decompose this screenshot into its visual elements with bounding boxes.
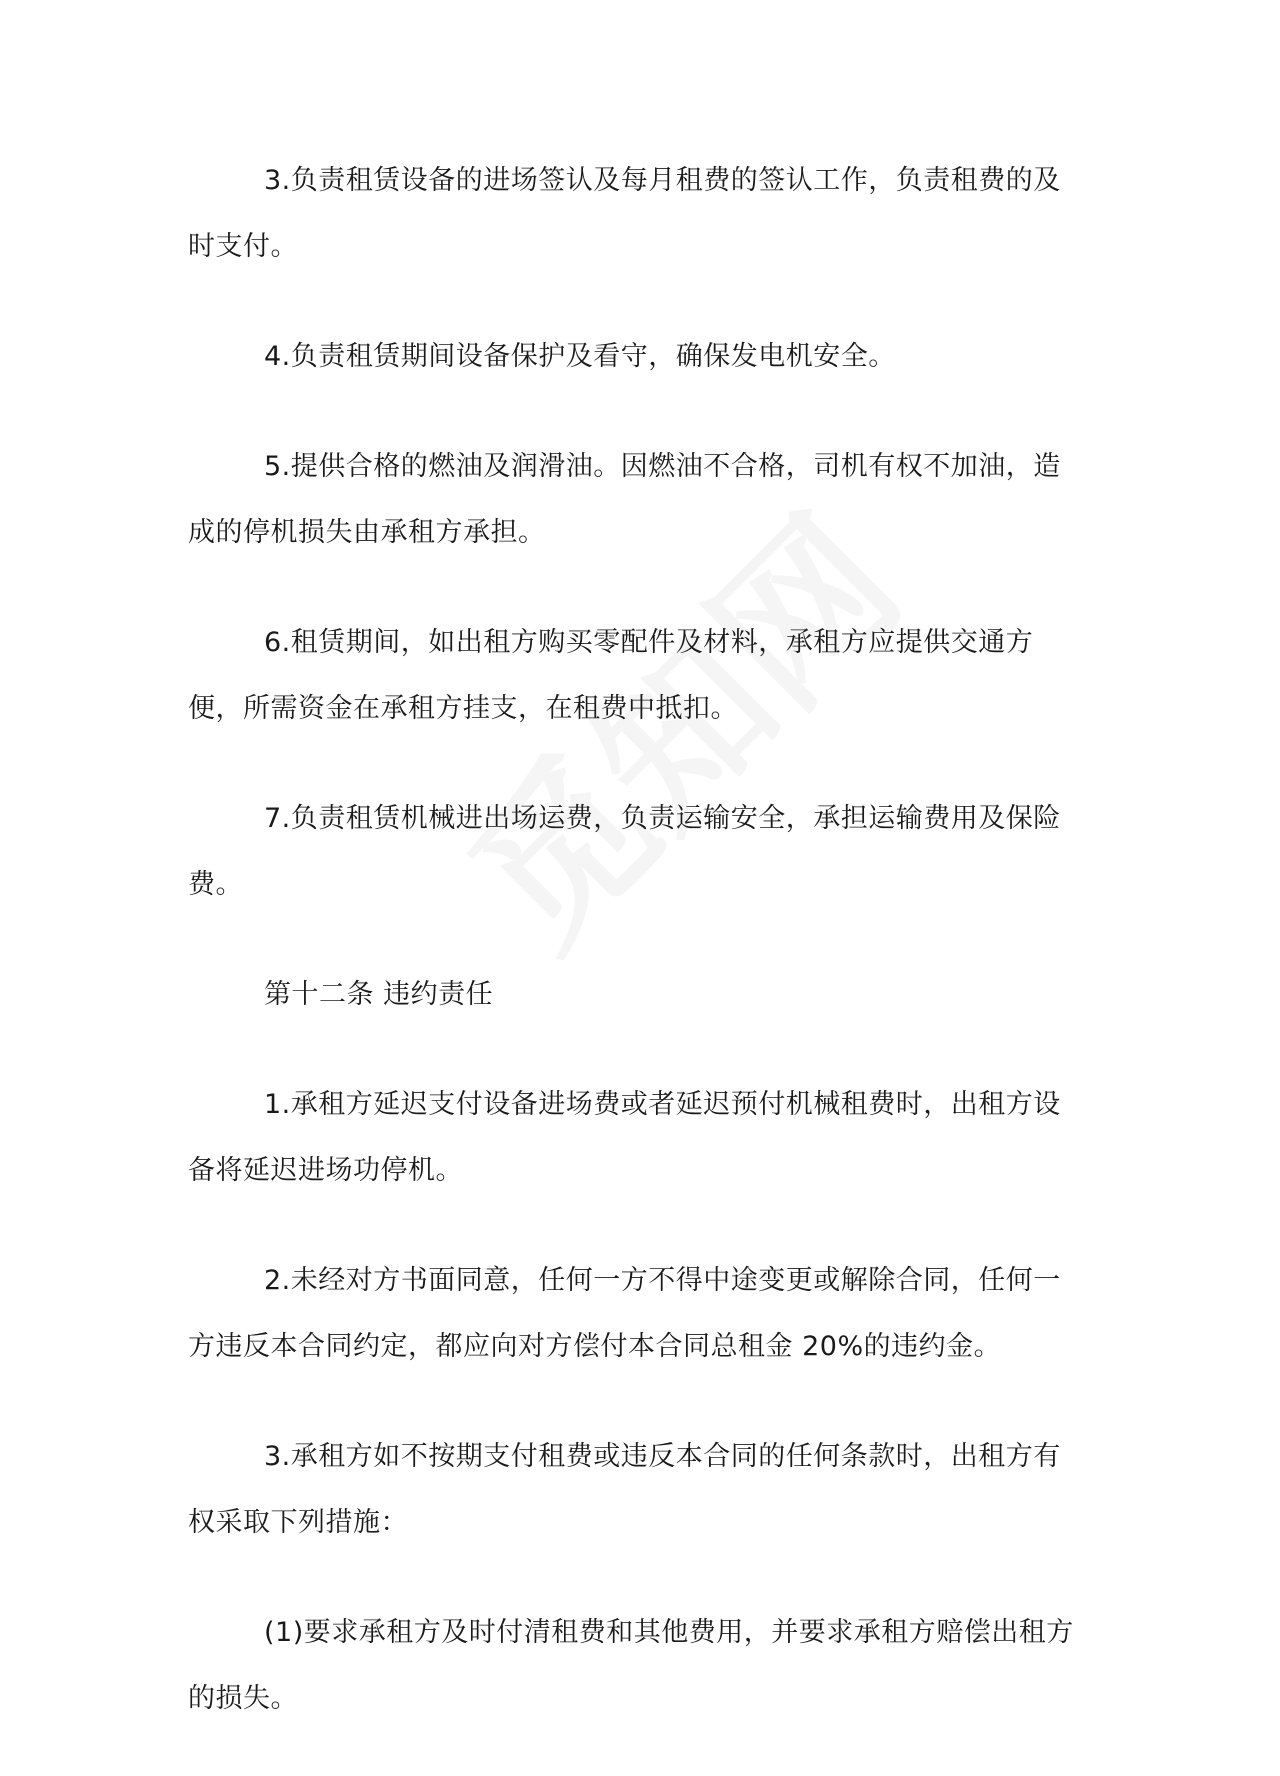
paragraph-item-6: 6.租赁期间，如出租方购买零配件及材料，承租方应提供交通方便，所需资金在承租方挂支，在租费中抵扣。 xyxy=(188,627,1034,724)
paragraph-item-7: 7.负责租赁机械进出场运费，负责运输安全，承担运输费用及保险费。 xyxy=(188,803,1061,900)
paragraph-measure-1: (1)要求承租方及时付清租费和其他费用，并要求承租方赔偿出租方的损失。 xyxy=(188,1617,1074,1714)
document-body xyxy=(188,148,1088,1776)
paragraph-breach-2: 2.未经对方书面同意，任何一方不得中途变更或解除合同，任何一方违反本合同约定，都应向对方偿付本合同总租金 20%的违约金。 xyxy=(188,1265,1061,1362)
paragraph-breach-1: 1.承租方延迟支付设备进场费或者延迟预付机械租费时，出租方设备将延迟进场功停机。 xyxy=(188,1089,1061,1186)
paragraph-item-5: 5.提供合格的燃油及润滑油。因燃油不合格，司机有权不加油，造成的停机损失由承租方承担。 xyxy=(188,451,1061,548)
section-heading: 第十二条 违约责任 xyxy=(264,979,494,1010)
paragraph-item-4: 4.负责租赁期间设备保护及看守，确保发电机安全。 xyxy=(264,341,896,372)
paragraph-item-3: 3.负责租赁设备的进场签认及每月租费的签认工作，负责租费的及时支付。 xyxy=(188,165,1061,262)
paragraph-breach-3: 3.承租方如不按期支付租费或违反本合同的任何条款时，出租方有权采取下列措施： xyxy=(188,1441,1061,1538)
